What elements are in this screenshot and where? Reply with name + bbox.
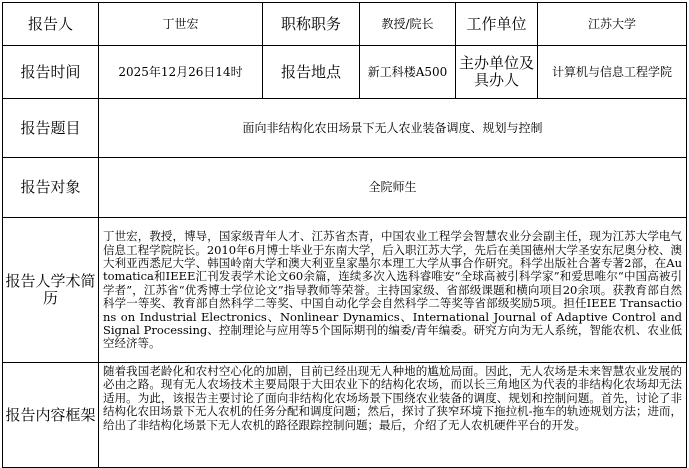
bio-text: 丁世宏，教授，博导，国家级青年人才、江苏省杰青，中国农业工程学会智慧农业分会副主任，现为江苏大学电气信息工程学院院长。2010年6月博士毕业于东南大学，后入职江苏大学，先后在美国德州大学圣安东尼奥分校、澳大利亚西悉尼大学、韩国岭南大学和澳大利亚皇家墨尔本理工大学从事合作研究。科学出版社合著专著2部，在Automatica和IEEE汇刊发表学术论文60余篇，连续多次入选科睿唯安“全球高被引科学家”和爱思唯尔“中国高被引学者”，江苏省“优秀博士学位论文”指导教师等荣誉。主持国家级、省部级课题和横向项目20余项。获教育部自然科学一等奖、教育部自然科学二等奖、中国自动化学会自然科学二等奖等省部级奖励5项。担任IEEE Transactions on Industrial Electronics、Nonlinear Dynamics、International Journal of Adaptive Control and Signal Processing、控制理论与应用等5个国际期刊的编委/青年编委。研究方向为无人系统，智能农机、农业低空经济等。 xyxy=(99,218,687,363)
position-label: 职称职务 xyxy=(263,3,360,46)
speaker-row xyxy=(3,3,687,46)
bio-row xyxy=(3,218,687,363)
report-info-table xyxy=(2,2,687,468)
time-label: 报告时间 xyxy=(3,46,99,99)
speaker-label: 报告人 xyxy=(3,3,99,46)
host-label: 主办单位及具办人 xyxy=(456,46,538,99)
venue-value: 新工科楼A500 xyxy=(360,46,456,99)
topic-value: 面向非结构化农田场景下无人农业装备调度、规划与控制 xyxy=(99,99,687,158)
work-unit-label: 工作单位 xyxy=(456,3,538,46)
content-label: 报告内容框架 xyxy=(3,363,99,468)
audience-label: 报告对象 xyxy=(3,158,99,218)
topic-label: 报告题目 xyxy=(3,99,99,158)
audience-row xyxy=(3,158,687,218)
venue-label: 报告地点 xyxy=(263,46,360,99)
work-unit-value: 江苏大学 xyxy=(538,3,687,46)
time-value: 2025年12月26日14时 xyxy=(99,46,263,99)
topic-row xyxy=(3,99,687,158)
audience-value: 全院师生 xyxy=(99,158,687,218)
bio-label: 报告人学术简历 xyxy=(3,218,99,363)
content-row xyxy=(3,363,687,468)
host-value: 计算机与信息工程学院 xyxy=(538,46,687,99)
content-text: 随着我国老龄化和农村空心化的加剧，目前已经出现无人种地的尴尬局面。因此，无人农场是未来智慧农业发展的必由之路。现有无人农场技术主要局限于大田农业下的结构化农场，而以长三角地区为代表的非结构化农场却无法适用。为此，该报告主要讨论了面向非结构化农场场景下围绕农业装备的调度、规划和控制问题。首先，讨论了非结构化农田场景下无人农机的任务分配和调度问题；然后，探讨了狭窄环境下拖拉机-拖车的轨迹规划方法；进而，给出了非结构化场景下无人农机的路径跟踪控制问题；最后，介绍了无人农机硬件平台的开发。 xyxy=(99,363,687,468)
speaker-value: 丁世宏 xyxy=(99,3,263,46)
position-value: 教授/院长 xyxy=(360,3,456,46)
time-venue-row xyxy=(3,46,687,99)
